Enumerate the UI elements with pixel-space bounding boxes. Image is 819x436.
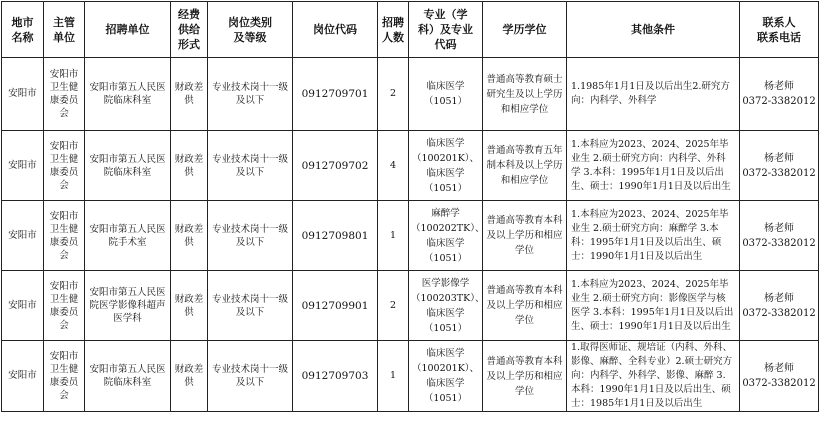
conditions-cell: 1.取得医师证、规培证（内科、外科、影像、麻醉、全科专业）2.硕士研究方向：内科学、外科学、影像、麻醉 3.本科：1990年1月1日及以后出生、硕士：1985年1月1日及以后出生	[567, 341, 740, 412]
conditions-cell: 1.本科应为2023、2024、2025年毕业生 2.硕士研究方向：影像医学与核医学 3.本科：1995年1月1日及以后出生、硕士：1990年1月1日及以后出生	[567, 271, 740, 341]
education-cell: 普通高等教育本科及以上学历和相应学位	[483, 201, 567, 271]
count-cell: 4	[378, 131, 409, 201]
major-cell: 麻醉学（100202TK）、临床医学（1051）	[409, 201, 483, 271]
category-cell: 专业技术岗十一级及以下	[208, 131, 293, 201]
count-cell: 2	[378, 58, 409, 131]
contact-cell: 杨老师 0372-3382012	[740, 131, 819, 201]
header-education: 学历学位	[483, 2, 567, 58]
education-cell: 普通高等教育本科及以上学历和相应学位	[483, 271, 567, 341]
funding-cell: 财政差供	[171, 201, 208, 271]
table-row	[2, 341, 819, 412]
funding-cell: 财政差供	[171, 131, 208, 201]
conditions-cell: 1.本科应为2023、2024、2025年毕业生 2.硕士研究方向：内科学、外科学 3.本科：1995年1月1日及以后出生、硕士：1990年1月1日及以后出生	[567, 131, 740, 201]
funding-cell: 财政差供	[171, 58, 208, 131]
major-cell: 临床医学（100201K）、临床医学（1051）	[409, 341, 483, 412]
code-cell: 0912709701	[293, 58, 378, 131]
code-cell: 0912709703	[293, 341, 378, 412]
employer-cell: 安阳市第五人民医院临床科室	[85, 341, 171, 412]
funding-cell: 财政差供	[171, 341, 208, 412]
major-cell: 医学影像学（100203TK）、临床医学（1051）	[409, 271, 483, 341]
contact-cell: 杨老师 0372-3382012	[740, 201, 819, 271]
authority-cell: 安阳市卫生健康委员会	[44, 271, 85, 341]
header-category: 岗位类别 及等级	[208, 2, 293, 58]
table-row	[2, 131, 819, 201]
city-cell: 安阳市	[2, 131, 44, 201]
header-city: 地市 名称	[2, 2, 44, 58]
header-funding: 经费 供给 形式	[171, 2, 208, 58]
header-major: 专业（学 科）及专业 代码	[409, 2, 483, 58]
major-cell: 临床医学（1051）	[409, 58, 483, 131]
category-cell: 专业技术岗十一级及以下	[208, 58, 293, 131]
count-cell: 2	[378, 271, 409, 341]
code-cell: 0912709801	[293, 201, 378, 271]
contact-cell: 杨老师 0372-3382012	[740, 341, 819, 412]
header-code: 岗位代码	[293, 2, 378, 58]
header-employer: 招聘单位	[85, 2, 171, 58]
category-cell: 专业技术岗十一级及以下	[208, 341, 293, 412]
table-row	[2, 201, 819, 271]
header-row	[2, 2, 819, 58]
header-conditions: 其他条件	[567, 2, 740, 58]
authority-cell: 安阳市卫生健康委员会	[44, 341, 85, 412]
employer-cell: 安阳市第五人民医院临床科室	[85, 58, 171, 131]
count-cell: 1	[378, 341, 409, 412]
employer-cell: 安阳市第五人民医院医学影像科超声医学科	[85, 271, 171, 341]
employer-cell: 安阳市第五人民医院临床科室	[85, 131, 171, 201]
city-cell: 安阳市	[2, 58, 44, 131]
education-cell: 普通高等教育五年制本科及以上学历和相应学位	[483, 131, 567, 201]
education-cell: 普通高等教育硕士研究生及以上学历和相应学位	[483, 58, 567, 131]
table-row	[2, 271, 819, 341]
header-contact: 联系人 联系电话	[740, 2, 819, 58]
city-cell: 安阳市	[2, 271, 44, 341]
authority-cell: 安阳市卫生健康委员会	[44, 131, 85, 201]
contact-cell: 杨老师 0372-3382012	[740, 271, 819, 341]
employer-cell: 安阳市第五人民医院手术室	[85, 201, 171, 271]
conditions-cell: 1.本科应为2023、2024、2025年毕业生 2.硕士研究方向：麻醉学 3.本科：1995年1月1日及以后出生、硕士：1990年1月1日及以后出生	[567, 201, 740, 271]
conditions-cell: 1.1985年1月1日及以后出生2.研究方向：内科学、外科学	[567, 58, 740, 131]
city-cell: 安阳市	[2, 341, 44, 412]
category-cell: 专业技术岗十一级及以下	[208, 201, 293, 271]
code-cell: 0912709702	[293, 131, 378, 201]
code-cell: 0912709901	[293, 271, 378, 341]
contact-cell: 杨老师 0372-3382012	[740, 58, 819, 131]
funding-cell: 财政差供	[171, 271, 208, 341]
header-authority: 主管 单位	[44, 2, 85, 58]
header-count: 招聘 人数	[378, 2, 409, 58]
city-cell: 安阳市	[2, 201, 44, 271]
category-cell: 专业技术岗十一级及以下	[208, 271, 293, 341]
education-cell: 普通高等教育本科及以上学历和相应学位	[483, 341, 567, 412]
count-cell: 1	[378, 201, 409, 271]
major-cell: 临床医学（100201K）、临床医学（1051）	[409, 131, 483, 201]
authority-cell: 安阳市卫生健康委员会	[44, 201, 85, 271]
table-row	[2, 58, 819, 131]
recruitment-table	[1, 1, 819, 412]
authority-cell: 安阳市卫生健康委员会	[44, 58, 85, 131]
